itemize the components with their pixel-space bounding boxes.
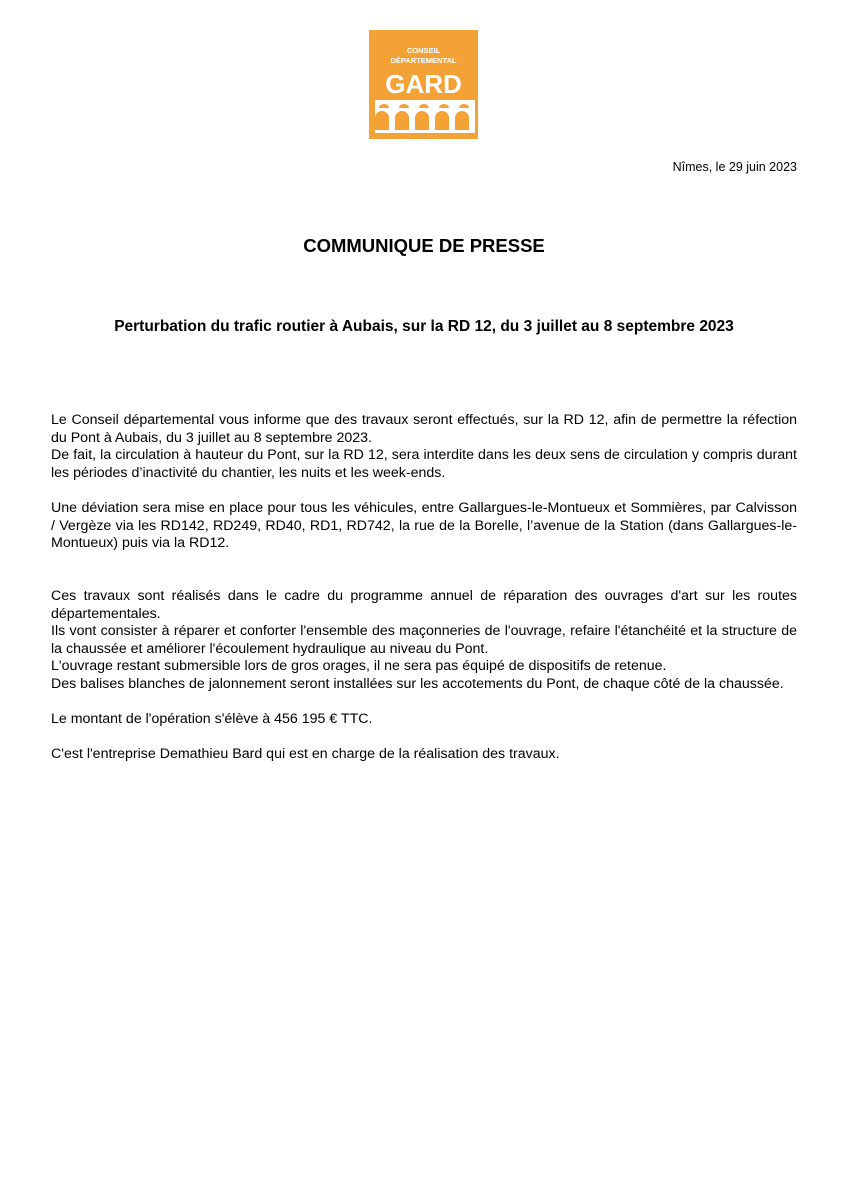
paragraph-amount: Le montant de l'opération s'élève à 456 195 € TTC. <box>51 711 373 728</box>
press-release-subtitle <box>0 317 848 337</box>
paragraph-announcement: Le Conseil départemental vous informe que des travaux seront effectués, sur la RD 12, afin de permettre la réfection du Pont à Aubais, du 3 juillet au 8 septembre 2023. <box>51 412 797 446</box>
logo-line1: CONSEIL <box>406 46 441 55</box>
subtitle-line-2: du 3 juillet au 8 septembre 2023 <box>500 318 734 335</box>
paragraph-submersible: L'ouvrage restant submersible lors de gros orages, il ne sera pas équipé de dispositifs de retenue. <box>51 658 667 675</box>
paragraph-program: Ces travaux sont réalisés dans le cadre du programme annuel de réparation des ouvrages d'art sur les routes départementales. <box>51 587 797 622</box>
press-release-body <box>51 412 797 764</box>
page-title: COMMUNIQUE DE PRESSE <box>303 235 545 256</box>
paragraph-beacons: Des balises blanches de jalonnement seront installées sur les accotements du Pont, de chaque côté de la chaussée. <box>51 675 784 692</box>
paragraph-works: Ils vont consister à réparer et conforter l'ensemble des maçonneries de l'ouvrage, refaire l'étanchéité et la structure de la chaussée et améliorer l'écoulement hydraulique au niveau du Pont. <box>51 623 797 657</box>
logo-line2: DÉPARTEMENTAL <box>390 56 457 65</box>
press-release-date: Nîmes, le 29 juin 2023 <box>672 160 797 174</box>
paragraph-closure: De fait, la circulation à hauteur du Pont, sur la RD 12, sera interdite dans les deux sens de circulation y compris durant les périodes d’inactivité du chantier, les nuits et les week-ends. <box>51 447 797 481</box>
gard-logo <box>369 30 478 139</box>
logo-name: GARD <box>385 69 462 99</box>
paragraph-contractor: C'est l'entreprise Demathieu Bard qui est en charge de la réalisation des travaux. <box>51 746 560 763</box>
paragraph-detour: Une déviation sera mise en place pour tous les véhicules, entre Gallargues-le-Montueux et Sommières, par Calvisson / Vergèze via les RD142, RD249, RD40, RD1, RD742, la rue de la Borelle, l’avenue de la Station (dans Gallargues-le-Montueux) puis via la RD12. <box>51 499 797 552</box>
subtitle-line-1: Perturbation du trafic routier à Aubais, sur la RD 12, <box>114 318 497 335</box>
gard-logo-graphic <box>369 30 478 139</box>
